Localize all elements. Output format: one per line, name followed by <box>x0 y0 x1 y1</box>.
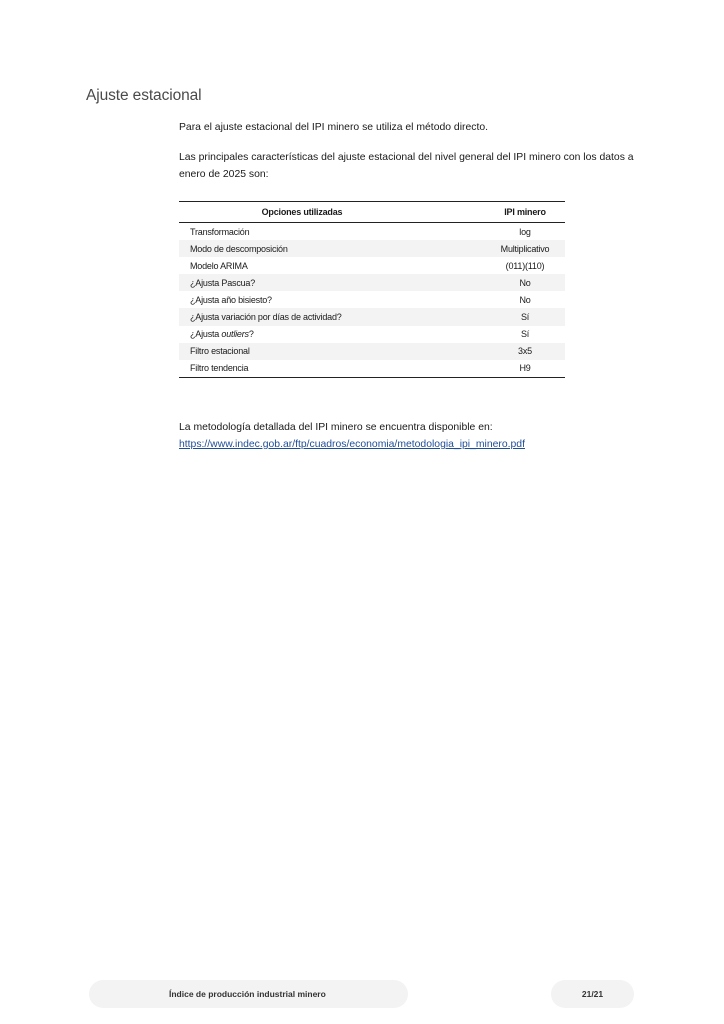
row-value: Sí <box>520 329 530 340</box>
row-value: 3x5 <box>485 343 565 360</box>
methodology-paragraph <box>179 419 639 453</box>
table-row <box>179 326 565 343</box>
characteristics-paragraph: Las principales características del ajuste estacional del nivel general del IPI minero con los datos a enero de 2025 son: <box>179 152 634 180</box>
outliers-prefix: ¿Ajusta <box>190 329 222 340</box>
table-row <box>179 291 565 308</box>
table-row <box>179 240 565 257</box>
row-value: No <box>519 294 531 305</box>
row-value: H9 <box>485 360 565 378</box>
table-row <box>179 223 565 241</box>
table-row <box>179 274 565 291</box>
outliers-italic: outliers <box>221 329 249 340</box>
intro-paragraph: Para el ajuste estacional del IPI minero se utiliza el método directo. <box>179 122 488 133</box>
column-header-options: Opciones utilizadas <box>179 202 485 223</box>
table-row <box>179 360 565 378</box>
row-label: ¿Ajusta año bisiesto? <box>190 294 272 305</box>
footer-document-title: Índice de producción industrial minero <box>89 980 408 1008</box>
row-value: (011)(110) <box>505 260 545 271</box>
row-label: Transformación <box>190 226 250 237</box>
row-label: Filtro tendencia <box>179 360 485 378</box>
row-value: Multiplicativo <box>485 240 565 257</box>
methodology-text: La metodología detallada del IPI minero se encuentra disponible en: <box>179 422 493 433</box>
row-value: log <box>519 226 531 237</box>
row-label: Filtro estacional <box>179 343 485 360</box>
section-title: Ajuste estacional <box>86 87 202 104</box>
outliers-suffix: ? <box>248 329 254 340</box>
methodology-link[interactable]: https://www.indec.gob.ar/ftp/cuadros/economia/metodologia_ipi_minero.pdf <box>179 439 525 450</box>
footer-page-number: 21/21 <box>551 980 634 1008</box>
row-value: No <box>485 274 565 291</box>
row-value: Sí <box>485 308 565 325</box>
table-row <box>179 308 565 325</box>
row-label: Modo de descomposición <box>179 240 485 257</box>
table-header-row <box>179 202 565 223</box>
seasonal-adjustment-table-container <box>179 201 565 378</box>
seasonal-adjustment-table <box>179 201 565 378</box>
row-label: ¿Ajusta Pascua? <box>179 274 485 291</box>
column-header-ipi-minero: IPI minero <box>485 202 565 223</box>
row-label-outliers <box>179 326 485 343</box>
row-label: ¿Ajusta variación por días de actividad? <box>179 308 485 325</box>
table-row <box>179 257 565 274</box>
table-row <box>179 343 565 360</box>
row-label: Modelo ARIMA <box>190 260 248 271</box>
